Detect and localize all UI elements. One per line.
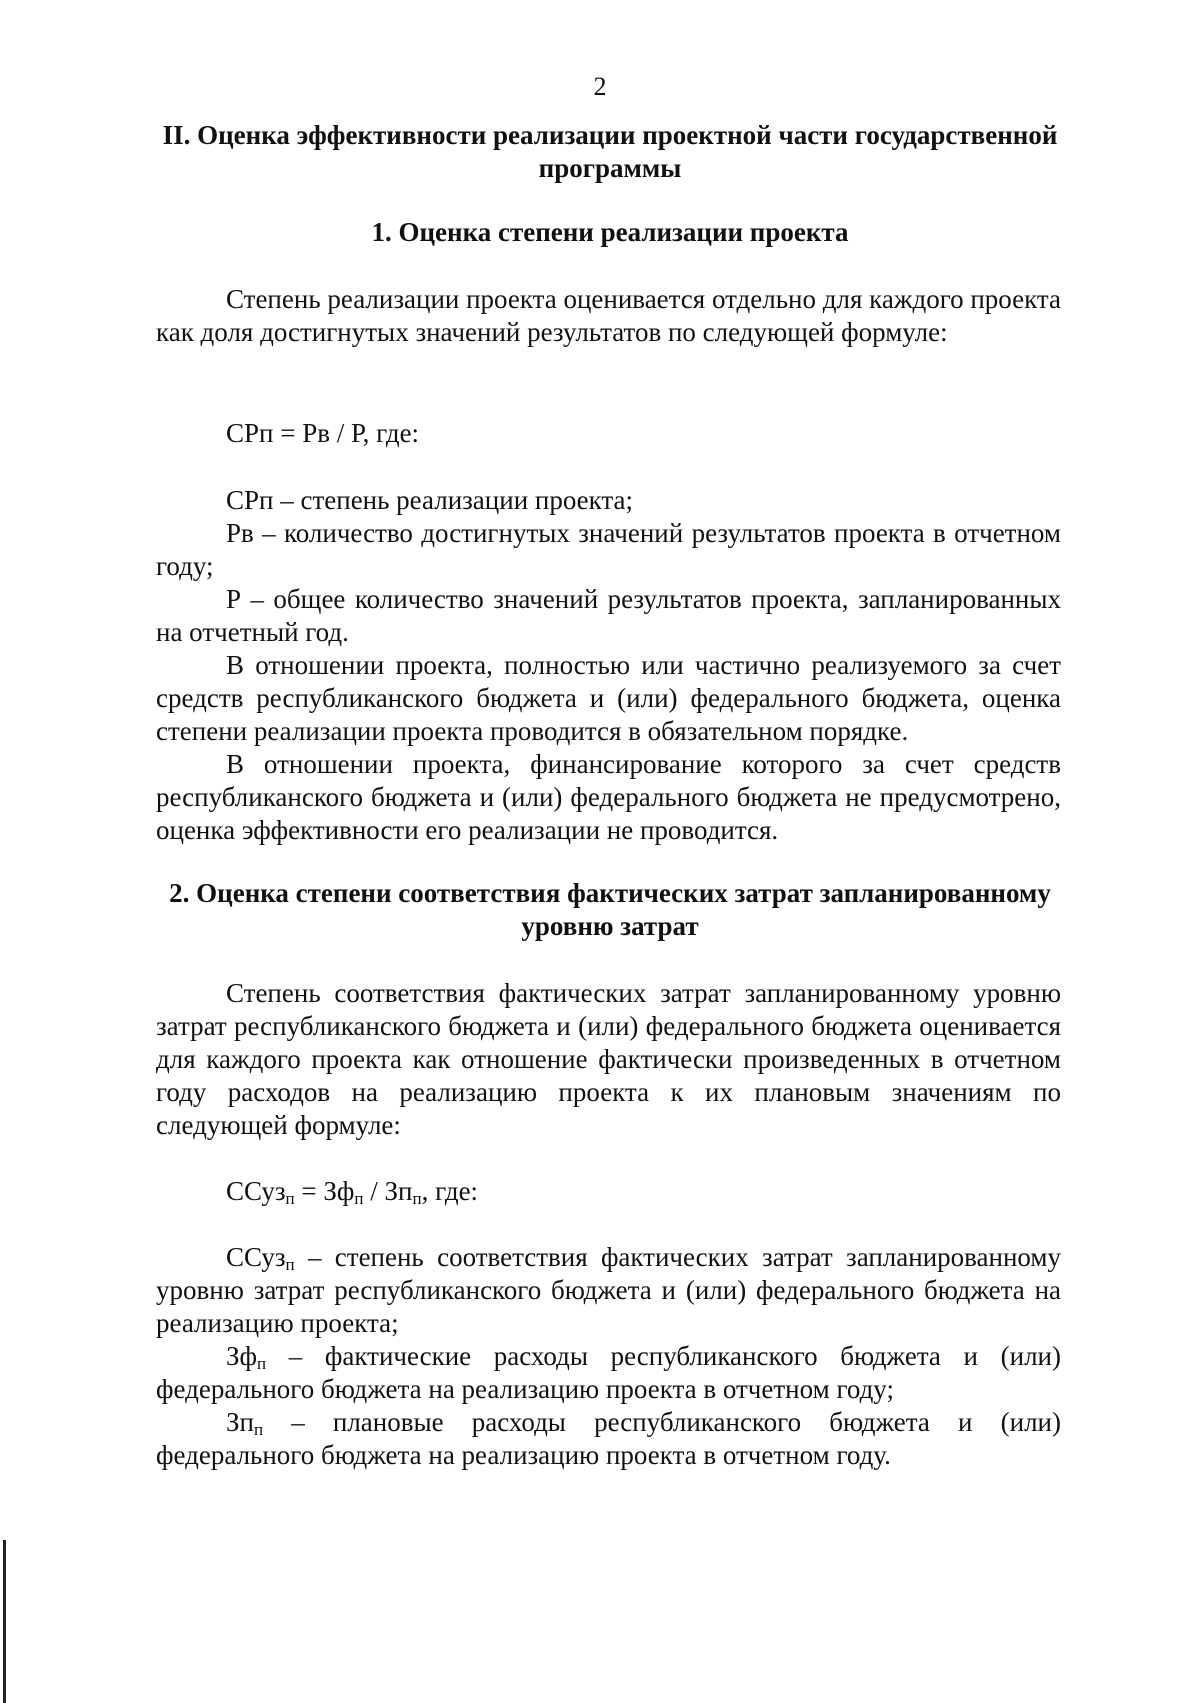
formula-divide: / (363, 1176, 385, 1206)
definition-rv: Рв – количество достигнутых значений результатов проекта в отчетном году; (156, 518, 1061, 581)
definition-text: – фактические расходы республиканского бюджета и (или) федерального бюджета на реализацию проекта в отчетном году; (156, 1341, 1061, 1404)
formula-2-block (156, 1175, 1061, 1208)
subsection-1-intro: Степень реализации проекта оценивается отдельно для каждого проекта как доля достигнутых значений результатов по следующей формуле: (156, 284, 1061, 347)
formula-numerator: Зф (323, 1176, 355, 1206)
definition-zf (156, 1340, 1061, 1406)
formula-numerator-subscript: п (354, 1189, 364, 1208)
formula-lhs: ССуз (226, 1176, 286, 1206)
formula-denominator: Зп (384, 1176, 413, 1206)
definition-ssuz (156, 1241, 1061, 1340)
subsection-2-definitions (156, 1241, 1061, 1472)
definition-term-subscript: п (257, 1354, 267, 1373)
subsection-2-intro: Степень соответствия фактических затрат запланированному уровню затрат республиканского бюджета и (или) федерального бюджета оценивается для каждого проекта как отношение фактически произведенных в отчетном году расходов на реализацию проекта к их плановым значениям по следующей формуле: (156, 978, 1061, 1140)
subsection-2-title: 2. Оценка степени соответствия фактических затрат запланированному уровню затрат (169, 878, 1051, 941)
definition-term-subscript: п (253, 1420, 264, 1439)
scan-edge-mark (3, 1540, 6, 1703)
formula-srp: СРп = Рв / Р, где: (226, 418, 420, 448)
paragraph-mandatory-evaluation: В отношении проекта, полностью или частично реализуемого за счет средств республиканского бюджета и (или) федерального бюджета, оценка степени реализации проекта проводится в обязательном порядке. (156, 650, 1061, 746)
formula-tail: , где: (421, 1176, 479, 1206)
definition-term: Зп (226, 1407, 254, 1437)
subsection-1-title: 1. Оценка степени реализации проекта (371, 217, 849, 247)
page-number: 2 (593, 72, 607, 101)
formula-ssuz (156, 1175, 1061, 1208)
formula-1-block (156, 417, 1061, 450)
definition-text: – плановые расходы республиканского бюджета и (или) федерального бюджета на реализацию проекта в отчетном году. (156, 1407, 1061, 1470)
formula-equals: = (294, 1176, 324, 1206)
formula-lhs-subscript: п (285, 1189, 295, 1208)
subsection-1-definitions (156, 484, 1061, 847)
subsection-2-intro-block (156, 977, 1061, 1142)
paragraph-no-evaluation: В отношении проекта, финансирование которого за счет средств республиканского бюджета и (или) федерального бюджета не предусмотрено, оценка эффективности его реализации не проводится. (156, 749, 1061, 845)
definition-zp (156, 1406, 1061, 1472)
definition-text: – степень соответствия фактических затрат запланированному уровню затрат республиканского бюджета и (или) федерального бюджета на реализацию проекта; (156, 1242, 1061, 1338)
section-title: II. Оценка эффективности реализации проектной части государственной программы (162, 120, 1058, 183)
definition-term: ССуз (226, 1242, 286, 1272)
definition-r: Р – общее количество значений результатов проекта, запланированных на отчетный год. (156, 584, 1061, 647)
definition-srp: СРп – степень реализации проекта; (226, 485, 634, 515)
definition-term: Зф (226, 1341, 258, 1371)
subsection-1-intro-block (156, 283, 1061, 349)
definition-term-subscript: п (285, 1255, 295, 1274)
formula-denominator-subscript: п (412, 1189, 422, 1208)
